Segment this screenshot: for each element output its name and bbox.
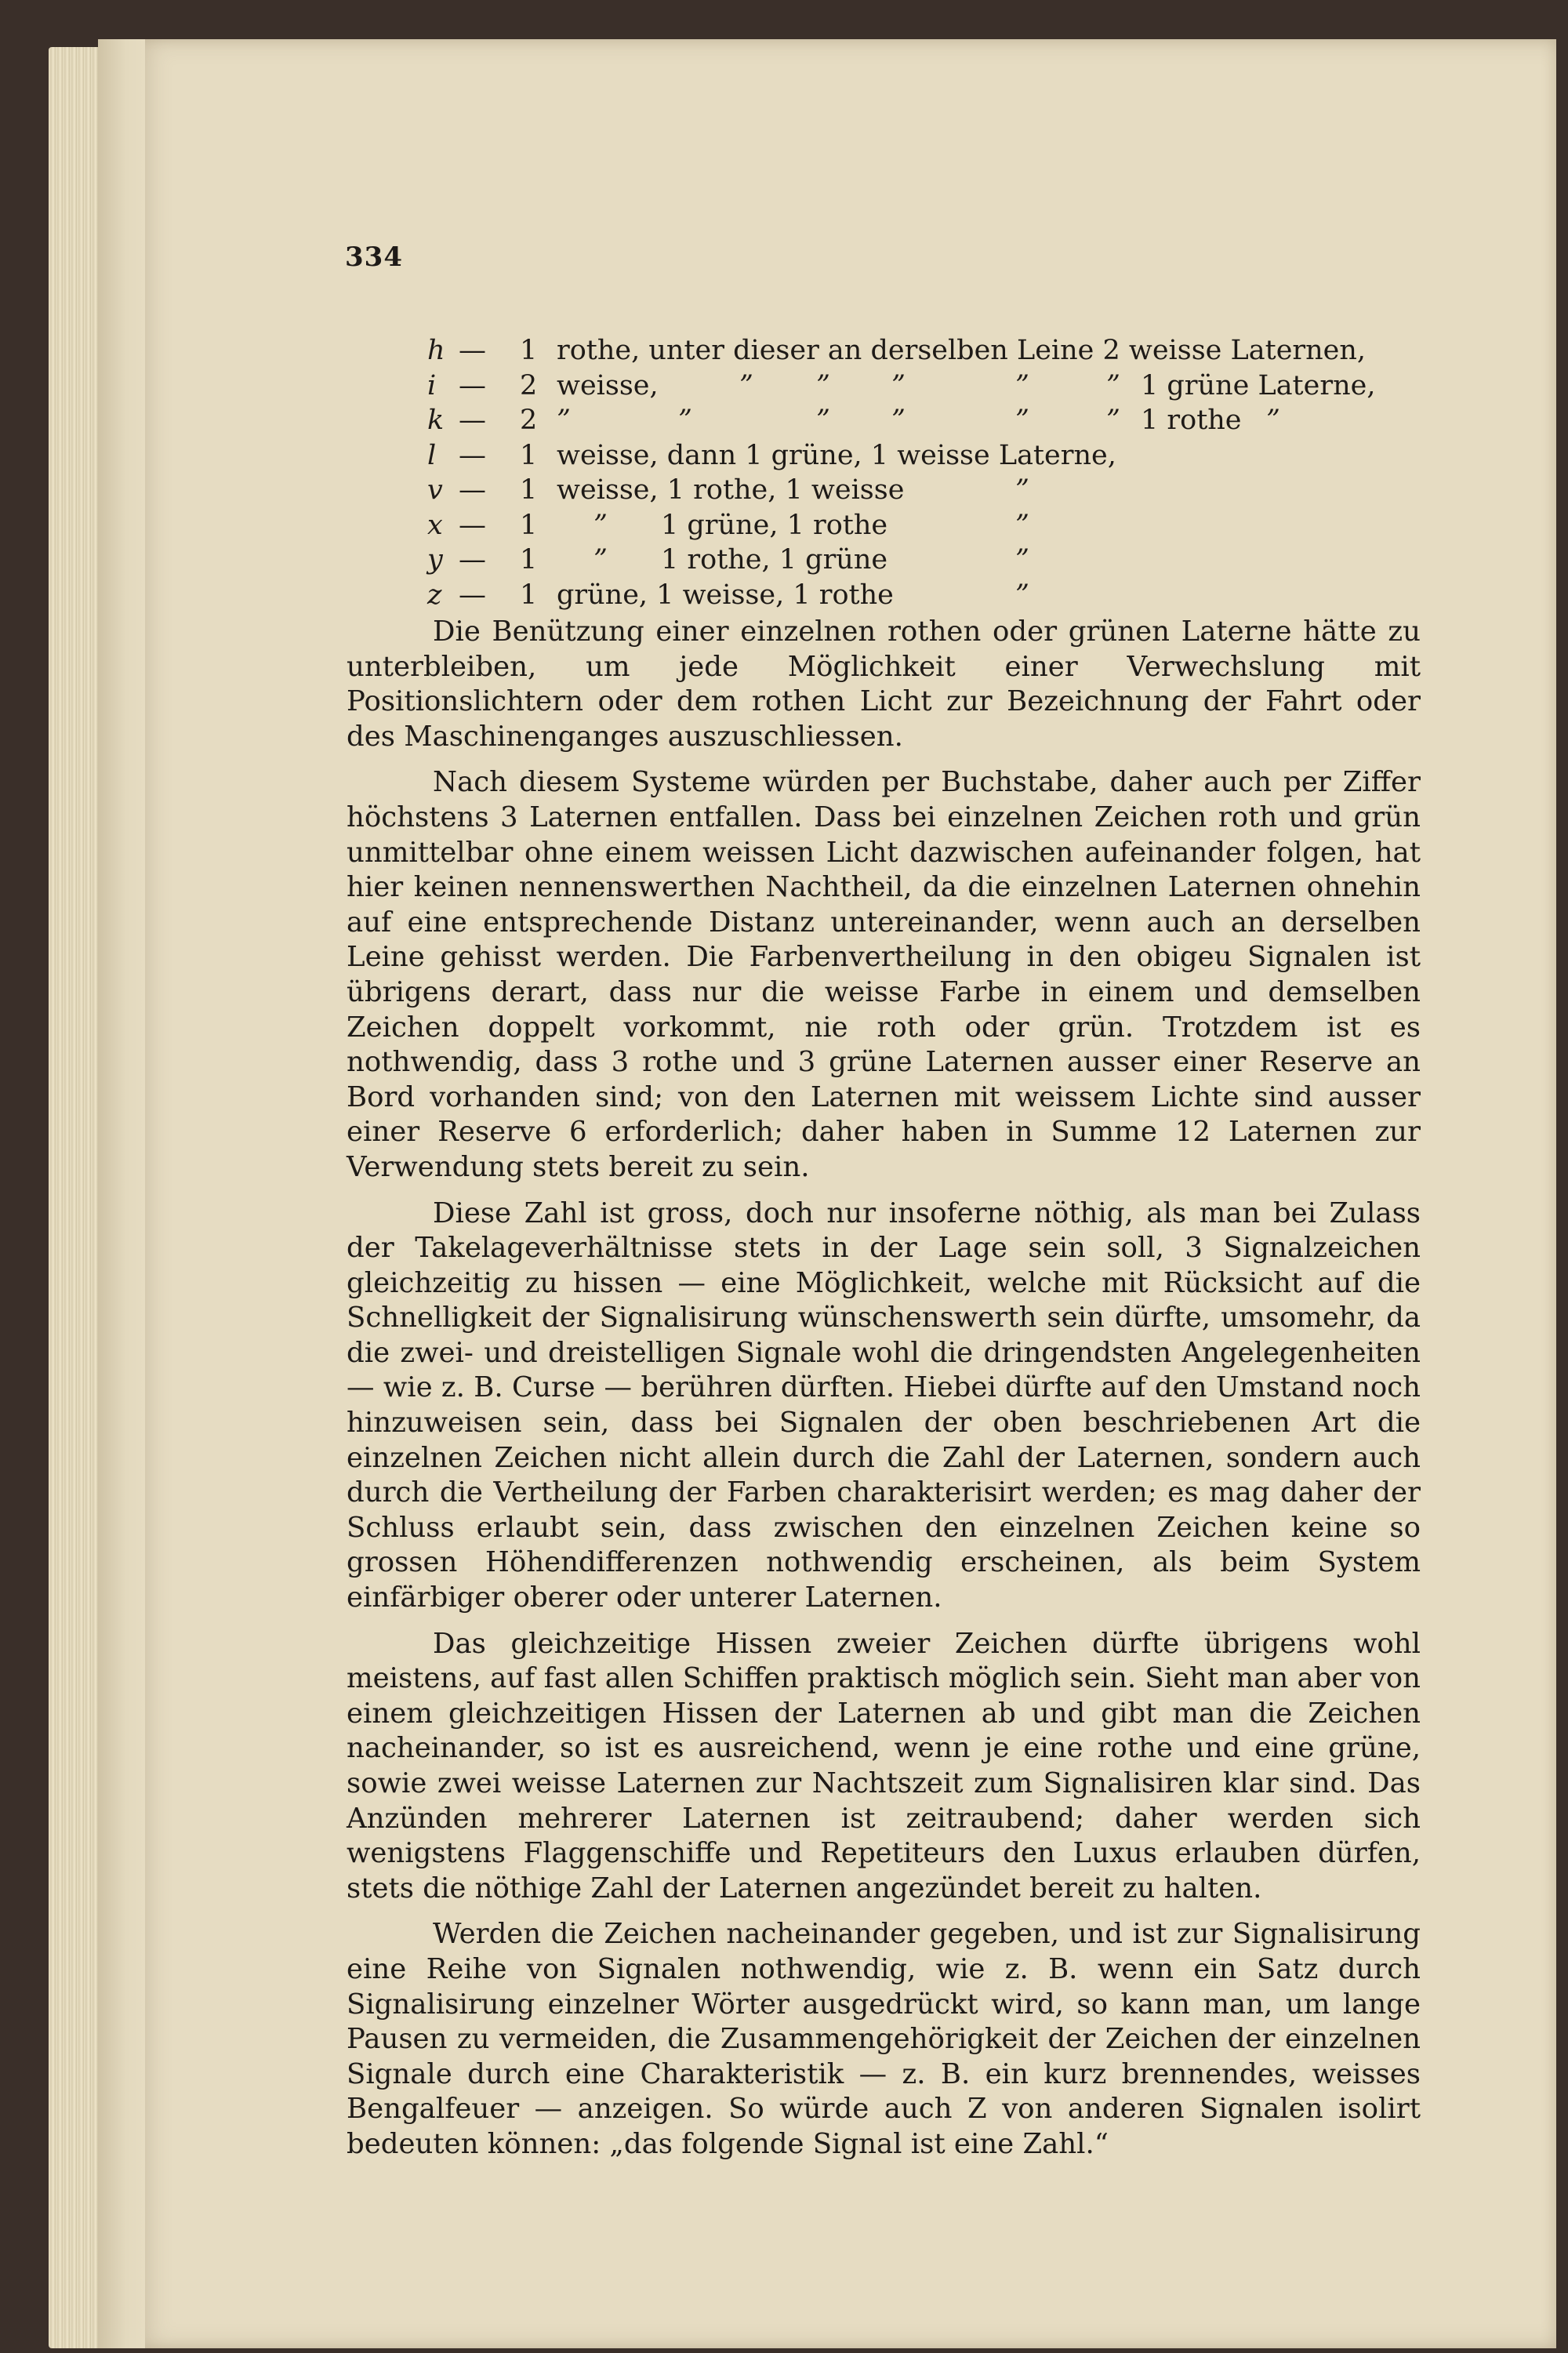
signal-count: 1 xyxy=(520,579,538,611)
signal-row-k xyxy=(427,403,1439,438)
ditto-mark: ” xyxy=(739,369,753,401)
signal-row-h xyxy=(427,333,1439,369)
ditto-mark: ” xyxy=(1015,544,1029,576)
ditto-mark: ” xyxy=(1015,405,1029,436)
signal-description-end: 1 grüne Laterne, xyxy=(1141,369,1376,401)
ditto-mark: ” xyxy=(891,369,906,401)
paragraph-5: Werden die Zeichen nacheinander gegeben, und ist zur Signalisirung eine Reihe von Signalen nothwendig, wie z. B. wenn ein Satz durch Signalisirung einzelner Wörter ausgedrückt wird, so kann man, um lange Pausen zu vermeiden, die Zusammengehörigkeit der Zeichen der einzelnen Signale durch eine Charakteristik — z. B. ein kurz brennendes, weisses Bengalfeuer — anzeigen. So würde auch Z von anderen Signalen isolirt bedeuten können: „das folgende Signal ist eine Zahl.“ xyxy=(347,1918,1421,2160)
signal-description: 1 rothe, 1 grüne xyxy=(661,544,888,576)
signal-letter: l xyxy=(427,439,437,471)
signal-letter: h xyxy=(427,335,445,366)
signal-row-l xyxy=(427,438,1439,474)
paragraph-3: Diese Zahl ist gross, doch nur insoferne nöthig, als man bei Zulass der Takelageverhältnisse stets in der Lage sein soll, 3 Signalzeichen gleichzeitig zu hissen — eine Möglichkeit, welche mit Rücksicht auf die Schnelligkeit der Signalisirung wünschenswerth sein dürfte, umsomehr, da die zwei- und dreistelligen Signale wohl die dringendsten Angelegenheiten — wie z. B. Curse — berühren dürften. Hiebei dürfte auf den Umstand noch hinzuweisen sein, dass bei Signalen der oben beschriebenen Art die einzelnen Zeichen nicht allein durch die Zahl der Laternen, sondern auch durch die Vertheilung der Farben charakterisirt werden; es mag daher der Schluss erlaubt sein, dass zwischen den einzelnen Zeichen keine so grossen Höhendifferenzen nothwendig erscheinen, als beim System einfärbiger oberer oder unterer Laternen. xyxy=(347,1196,1421,1614)
ditto-mark: ” xyxy=(593,544,608,576)
signal-dash: — xyxy=(459,474,486,506)
signal-letter: y xyxy=(427,544,443,576)
signal-description: grüne, 1 weisse, 1 rothe xyxy=(557,579,894,611)
signal-dash: — xyxy=(459,544,486,576)
signal-dash: — xyxy=(459,335,486,366)
signal-dash: — xyxy=(459,405,486,436)
ditto-mark: ” xyxy=(1106,405,1120,436)
signal-dash: — xyxy=(459,439,486,471)
signal-row-z xyxy=(427,578,1439,613)
ditto-mark: ” xyxy=(891,405,906,436)
ditto-mark: ” xyxy=(1266,405,1280,436)
signal-description: rothe, unter dieser an derselben Leine 2 weisse Laternen, xyxy=(557,335,1367,366)
signal-dash: — xyxy=(459,579,486,611)
body-text xyxy=(347,615,1421,2162)
signal-count: 1 xyxy=(520,335,538,366)
ditto-mark: ” xyxy=(816,405,830,436)
signal-row-v xyxy=(427,473,1439,508)
signal-row-x xyxy=(427,508,1439,543)
ditto-mark: ” xyxy=(593,509,608,541)
signal-description: 1 grüne, 1 rothe xyxy=(661,509,888,541)
signal-count: 2 xyxy=(520,405,538,436)
page-number: 334 xyxy=(345,241,403,273)
ditto-mark: ” xyxy=(1015,474,1029,506)
signal-letter: k xyxy=(427,405,445,436)
signal-dash: — xyxy=(459,509,486,541)
signal-count: 1 xyxy=(520,509,538,541)
signal-row-y xyxy=(427,543,1439,578)
signal-description: weisse, 1 rothe, 1 weisse xyxy=(557,474,905,506)
signal-count: 1 xyxy=(520,474,538,506)
signal-count: 2 xyxy=(520,369,538,401)
signal-letter: v xyxy=(427,474,443,506)
signal-description: weisse, dann 1 grüne, 1 weisse Laterne, xyxy=(557,439,1116,471)
ditto-mark: ” xyxy=(1106,369,1120,401)
ditto-mark: ” xyxy=(557,405,571,436)
ditto-mark: ” xyxy=(816,369,830,401)
signal-letter: z xyxy=(427,579,442,611)
ditto-mark: ” xyxy=(1015,369,1029,401)
signal-row-i xyxy=(427,369,1439,404)
page-gutter xyxy=(98,39,145,2348)
paragraph-4: Das gleichzeitige Hissen zweier Zeichen dürfte übrigens wohl meistens, auf fast allen Schiffen praktisch möglich sein. Sieht man aber von einem gleichzeitigen Hissen der Laternen ab und gibt man die Zeichen nacheinander, so ist es ausreichend, wenn je eine rothe und eine grüne, sowie zwei weisse Laternen zur Nachtszeit zum Signalisiren klar sind. Das Anzünden mehrerer Laternen ist zeitraubend; daher werden sich wenigstens Flaggenschiffe und Repetiteurs den Luxus erlauben dürfen, stets die nöthige Zahl der Laternen angezündet bereit zu halten. xyxy=(347,1627,1421,1905)
signal-list xyxy=(427,333,1439,612)
paragraph-1: Die Benützung einer einzelnen rothen oder grünen Laterne hätte zu unterbleiben, um jede Möglichkeit einer Verwechslung mit Positionslichtern oder dem rothen Licht zur Bezeichnung der Fahrt oder des Maschinenganges auszuschliessen. xyxy=(347,615,1421,753)
ditto-mark: ” xyxy=(678,405,692,436)
paragraph-2: Nach diesem Systeme würden per Buchstabe, daher auch per Ziffer höchstens 3 Laternen entfallen. Dass bei einzelnen Zeichen roth und grün unmittelbar ohne einem weissen Licht dazwischen aufeinander folgen, hat hier keinen nennenswerthen Nachtheil, da die einzelnen Laternen ohnehin auf eine entsprechende Distanz untereinander, wenn auch an derselben Leine gehisst werden. Die Farbenvertheilung in den obigeu Signalen ist übrigens derart, dass nur die weisse Farbe in einem und demselben Zeichen doppelt vorkommt, nie roth oder grün. Trotzdem ist es nothwendig, dass 3 rothe und 3 grüne Laternen ausser einer Reserve an Bord vorhanden sind; von den Laternen mit weissem Lichte sind ausser einer Reserve 6 erforderlich; daher haben in Summe 12 Laternen zur Verwendung stets bereit zu sein. xyxy=(347,766,1421,1183)
ditto-mark: ” xyxy=(1015,579,1029,611)
signal-description-end: 1 rothe xyxy=(1141,405,1242,436)
signal-count: 1 xyxy=(520,544,538,576)
signal-count: 1 xyxy=(520,439,538,471)
signal-dash: — xyxy=(459,369,486,401)
ditto-mark: ” xyxy=(1015,509,1029,541)
signal-description: weisse, xyxy=(557,369,659,401)
signal-letter: i xyxy=(427,369,437,401)
signal-letter: x xyxy=(427,509,443,541)
